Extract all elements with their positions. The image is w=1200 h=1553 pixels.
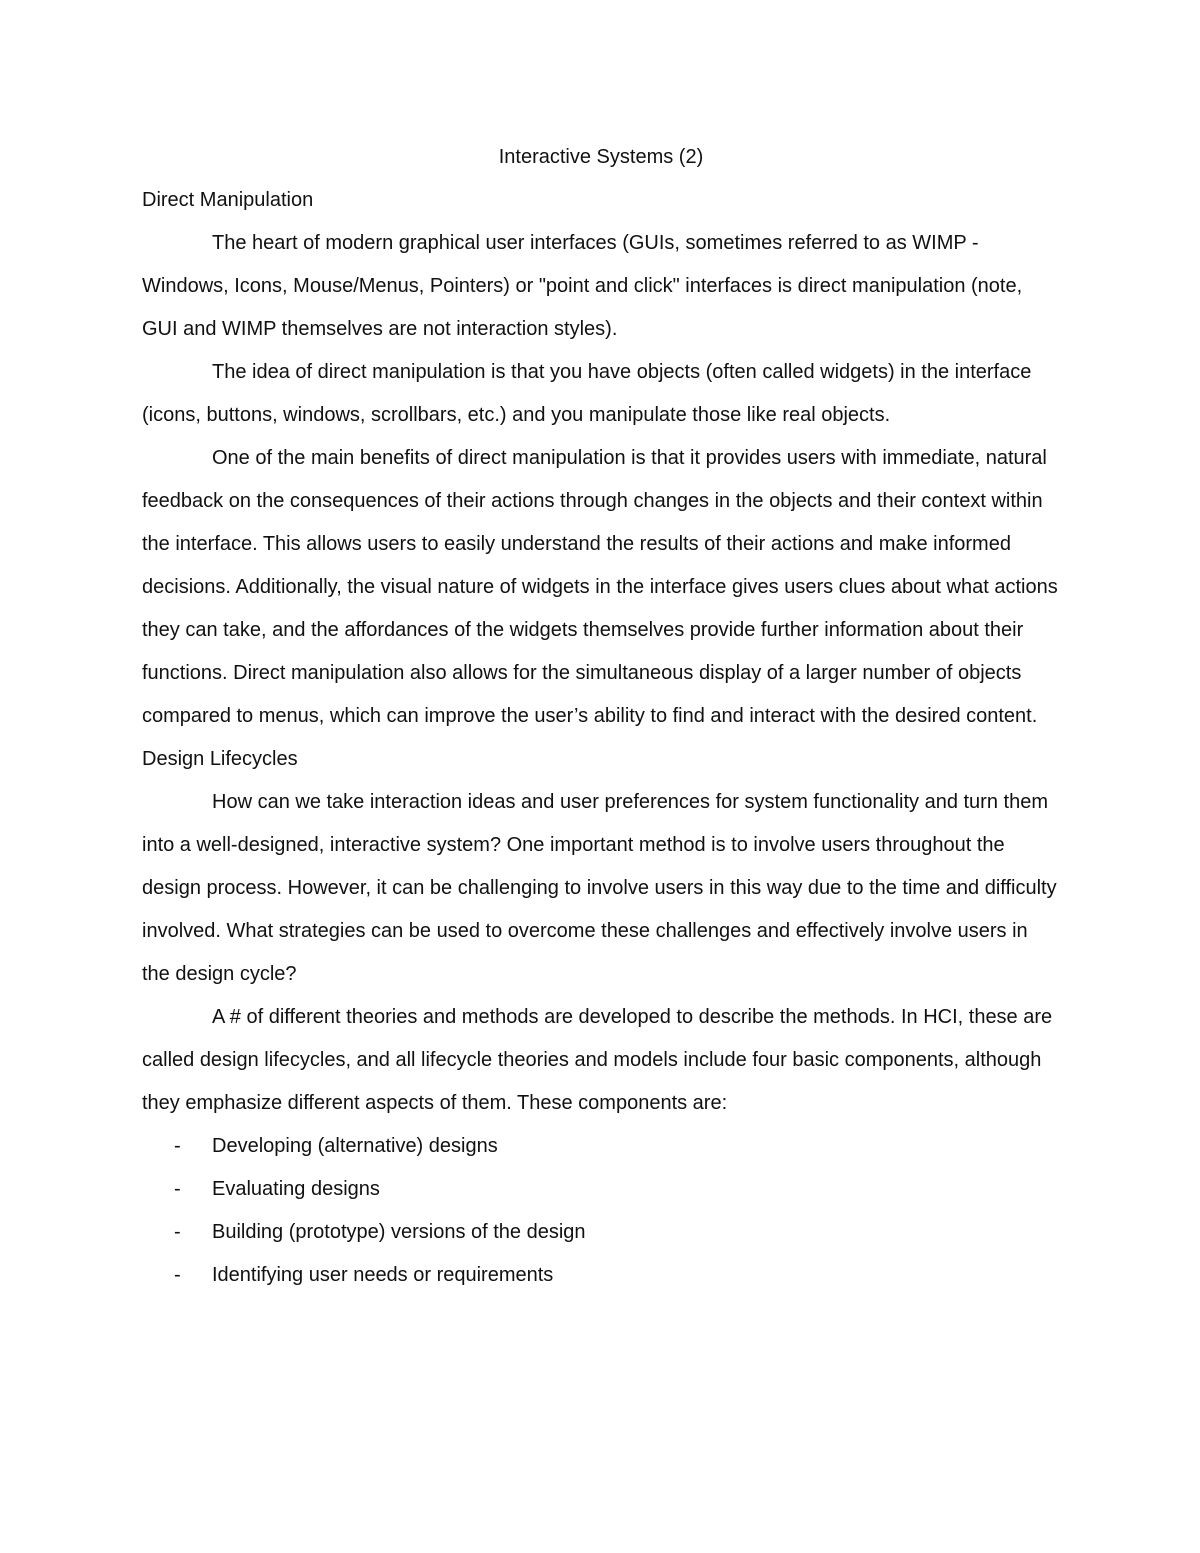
paragraph-involve-users: How can we take interaction ideas and user preferences for system functionality and turn them into a well-designed, interactive system? One important method is to involve users throughout the design process. However, it can be challenging to involve users in this way due to the time and difficulty involved. What strategies can be used to overcome these challenges and effectively involve users in the design cycle? xyxy=(142,791,1057,985)
components-list xyxy=(142,1125,1060,1297)
list-item xyxy=(142,1211,1060,1254)
bullet-dash: - xyxy=(174,1178,181,1200)
list-item-text: Identifying user needs or requirements xyxy=(212,1264,554,1286)
list-item-text: Building (prototype) versions of the design xyxy=(212,1221,586,1243)
paragraph-benefits: One of the main benefits of direct manipulation is that it provides users with immediate, natural feedback on the consequences of their actions through changes in the objects and their context within the interface. This allows users to easily understand the results of their actions and make informed decisions. Additionally, the visual nature of widgets in the interface gives users clues about what actions they can take, and the affordances of the widgets themselves provide further information about their functions. Direct manipulation also allows for the simultaneous display of a larger number of objects compared to menus, which can improve the user’s ability to find and interact with the desired content. xyxy=(142,447,1058,727)
list-item xyxy=(142,1125,1060,1168)
section-heading-design-lifecycles: Design Lifecycles xyxy=(142,748,298,770)
list-item xyxy=(142,1168,1060,1211)
document-body xyxy=(142,136,1060,1297)
paragraph-lifecycle-components: A # of different theories and methods are developed to describe the methods. In HCI, these are called design lifecycles, and all lifecycle theories and models include four basic components, although they emphasize different aspects of them. These components are: xyxy=(142,1006,1053,1114)
paragraph-widgets-idea: The idea of direct manipulation is that you have objects (often called widgets) in the interface (icons, buttons, windows, scrollbars, etc.) and you manipulate those like real objects. xyxy=(142,361,1032,426)
list-item-text: Evaluating designs xyxy=(212,1178,380,1200)
list-item xyxy=(142,1254,1060,1297)
bullet-dash: - xyxy=(174,1221,181,1243)
paragraph-gui-heart: The heart of modern graphical user interfaces (GUIs, sometimes referred to as WIMP - Windows, Icons, Mouse/Menus, Pointers) or "point and click" interfaces is direct manipulation (note, GUI and WIMP themselves are not interaction styles). xyxy=(142,232,1023,340)
list-item-text: Developing (alternative) designs xyxy=(212,1135,498,1157)
bullet-dash: - xyxy=(174,1264,181,1286)
bullet-dash: - xyxy=(174,1135,181,1157)
section-heading-direct-manipulation: Direct Manipulation xyxy=(142,189,314,211)
document-title: Interactive Systems (2) xyxy=(498,146,704,168)
